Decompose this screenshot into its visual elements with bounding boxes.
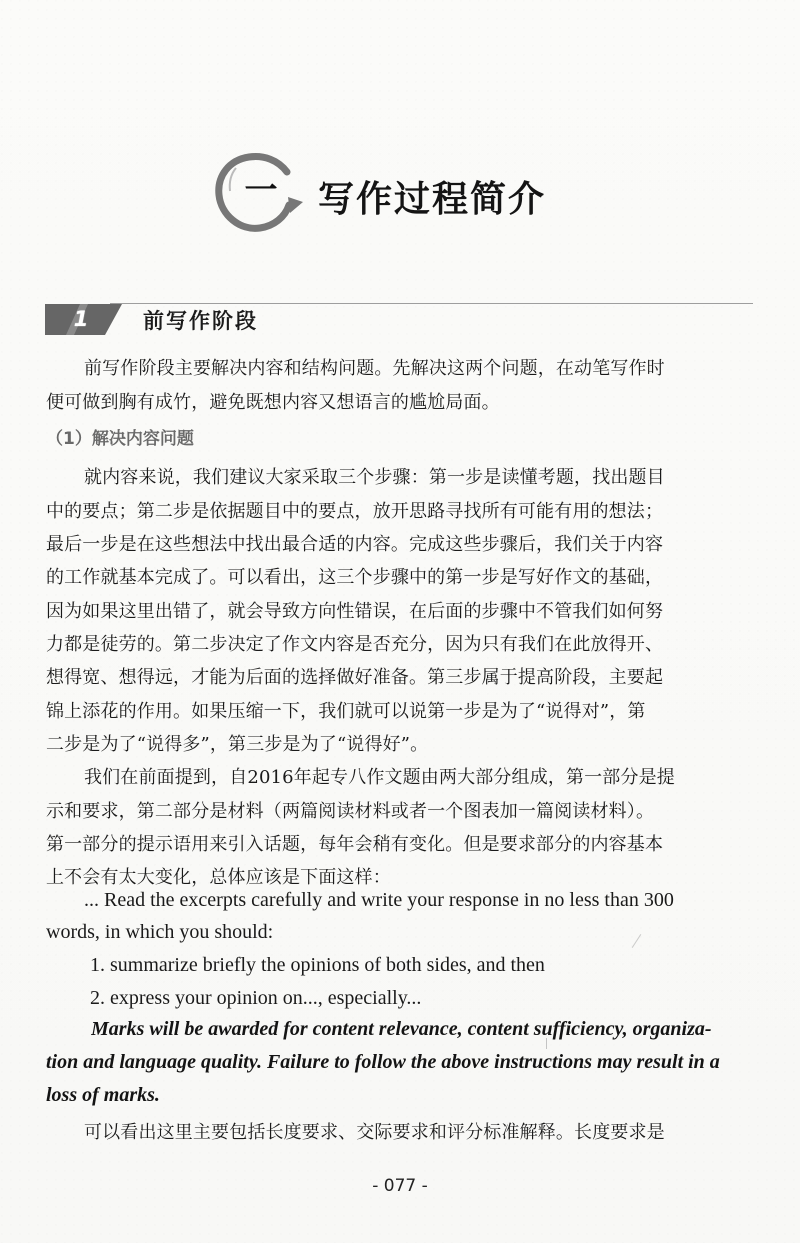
paragraph-line: 因为如果这里出错了，就会导致方向性错误，在后面的步骤中不管我们如何努	[46, 601, 664, 622]
intro-line: 便可做到胸有成竹，避免既想内容又想语言的尴尬局面。	[46, 392, 500, 413]
chapter-title: 写作过程简介	[318, 179, 547, 220]
paragraph-line: 我们在前面提到，自2016年起专八作文题由两大部分组成，第一部分是提	[84, 767, 675, 788]
section-heading	[45, 299, 753, 343]
paragraph-line: 第一部分的提示语用来引入话题，每年会稍有变化。但是要求部分的内容基本	[46, 834, 664, 855]
english-prompt-line: words, in which you should:	[46, 921, 274, 943]
paragraph-line: 二步是为了“说得多”，第三步是为了“说得好”。	[46, 734, 429, 755]
paragraph-line: 锦上添花的作用。如果压缩一下，我们就可以说第一步是为了“说得对”，第	[46, 701, 646, 722]
paragraph-line: 就内容来说，我们建议大家采取三个步骤：第一步是读懂考题，找出题目	[84, 467, 665, 488]
chapter-number: 一	[244, 170, 278, 209]
emphasis-line: loss of marks.	[46, 1084, 160, 1106]
english-prompt-line: ... Read the excerpts carefully and write your response in no less than 300	[84, 889, 674, 911]
paragraph-line: 想得宽、想得远，才能为后面的选择做好准备。第三步属于提高阶段，主要起	[46, 667, 664, 688]
paragraph-line: 上不会有太大变化，总体应该是下面这样：	[46, 867, 391, 888]
content-subheading: （1）解决内容问题	[46, 429, 194, 449]
section-divider	[110, 303, 753, 304]
intro-line: 前写作阶段主要解决内容和结构问题。先解决这两个问题，在动笔写作时	[84, 358, 665, 379]
paragraph-line: 示和要求，第二部分是材料（两篇阅读材料或者一个图表加一篇阅读材料）。	[46, 801, 655, 822]
instruction-list-item: 2. express your opinion on..., especially...	[90, 987, 422, 1009]
page-number: - 077 -	[372, 1176, 428, 1196]
paragraph-line: 中的要点；第二步是依据题目中的要点，放开思路寻找所有可能有用的想法；	[46, 501, 664, 522]
paragraph-line: 可以看出这里主要包括长度要求、交际要求和评分标准解释。长度要求是	[84, 1122, 665, 1143]
section-title: 前写作阶段	[143, 309, 258, 333]
emphasis-line: Marks will be awarded for content relevance, content sufficiency, organiza-	[91, 1018, 712, 1040]
paragraph-line: 力都是徒劳的。第二步决定了作文内容是否充分，因为只有我们在此放得开、	[46, 634, 664, 655]
chapter-heading	[211, 149, 611, 239]
section-number: 1	[73, 307, 89, 331]
scan-mark	[546, 1038, 547, 1049]
emphasis-line: tion and language quality. Failure to follow the above instructions may result in a	[46, 1051, 720, 1073]
paragraph-line: 最后一步是在这些想法中找出最合适的内容。完成这些步骤后，我们关于内容	[46, 534, 664, 555]
paragraph-line: 的工作就基本完成了。可以看出，这三个步骤中的第一步是写好作文的基础，	[46, 567, 664, 588]
instruction-list-item: 1. summarize briefly the opinions of both sides, and then	[90, 954, 545, 976]
